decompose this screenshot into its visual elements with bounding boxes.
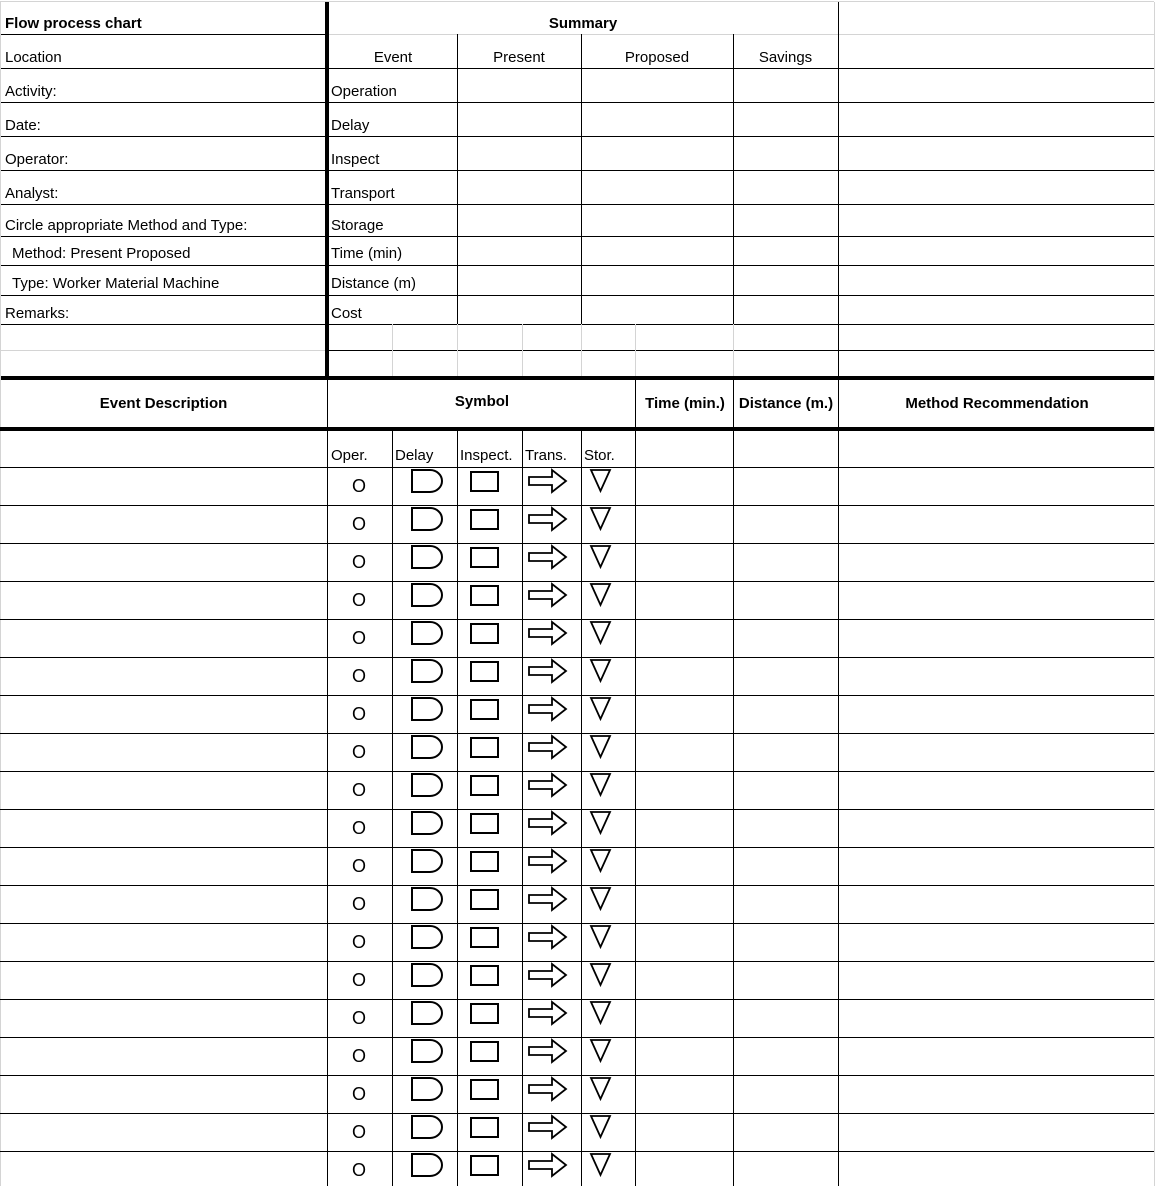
v-rule xyxy=(522,324,523,376)
event-description-header: Event Description xyxy=(99,395,228,412)
operation-symbol: O xyxy=(352,514,367,534)
h-rule xyxy=(0,376,1154,380)
h-rule xyxy=(0,102,325,103)
h-rule xyxy=(329,68,1154,69)
transport-arrow-icon xyxy=(528,545,568,569)
delay-icon xyxy=(410,1115,444,1139)
transport-arrow-icon xyxy=(528,1153,568,1177)
summary-event-label: Operation xyxy=(331,83,397,100)
delay-icon xyxy=(410,659,444,683)
transport-arrow-icon xyxy=(528,1115,568,1139)
operation-symbol: O xyxy=(352,552,367,572)
h-rule xyxy=(329,204,1154,205)
operation-symbol: O xyxy=(352,742,367,762)
table-row xyxy=(0,1037,1154,1075)
storage-triangle-icon xyxy=(590,697,612,721)
transport-arrow-icon xyxy=(528,735,568,759)
h-rule xyxy=(0,295,325,296)
h-rule xyxy=(0,204,325,205)
transport-arrow-icon xyxy=(528,1001,568,1025)
operation-symbol: O xyxy=(352,780,367,800)
table-row xyxy=(0,657,1154,695)
delay-icon xyxy=(410,773,444,797)
table-row xyxy=(0,885,1154,923)
storage-triangle-icon xyxy=(590,1039,612,1063)
summary-event-label: Distance (m) xyxy=(331,275,417,292)
summary-event-label: Inspect xyxy=(331,151,380,168)
storage-triangle-icon xyxy=(590,887,612,911)
v-rule xyxy=(457,324,458,376)
operation-symbol: O xyxy=(352,970,367,990)
transport-arrow-icon xyxy=(528,469,568,493)
delay-icon xyxy=(410,1001,444,1025)
delay-icon xyxy=(410,469,444,493)
inspect-icon xyxy=(470,1155,500,1177)
inspect-icon xyxy=(470,813,500,835)
symbol-column-header: Stor. xyxy=(584,447,615,464)
operation-symbol: O xyxy=(352,590,367,610)
summary-column-header: Savings xyxy=(758,49,813,66)
symbol-column-header: Trans. xyxy=(525,447,567,464)
operation-symbol: O xyxy=(352,894,367,914)
v-rule xyxy=(581,324,582,376)
inspect-icon xyxy=(470,927,500,949)
h-rule xyxy=(329,350,1154,351)
inspect-icon xyxy=(470,1041,500,1063)
operation-symbol: O xyxy=(352,704,367,724)
summary-event-label: Transport xyxy=(331,185,395,202)
transport-arrow-icon xyxy=(528,659,568,683)
symbol-column-header: Delay xyxy=(395,447,434,464)
inspect-icon xyxy=(470,889,500,911)
delay-icon xyxy=(410,1039,444,1063)
inspect-icon xyxy=(470,965,500,987)
info-field-label: Method: Present Proposed xyxy=(12,245,191,262)
storage-triangle-icon xyxy=(590,773,612,797)
storage-triangle-icon xyxy=(590,1153,612,1177)
summary-event-label: Delay xyxy=(331,117,370,134)
delay-icon xyxy=(410,849,444,873)
delay-icon xyxy=(410,811,444,835)
v-rule xyxy=(733,34,734,324)
transport-arrow-icon xyxy=(528,963,568,987)
table-row xyxy=(0,809,1154,847)
operation-symbol: O xyxy=(352,932,367,952)
h-rule xyxy=(0,350,325,351)
table-row xyxy=(0,1075,1154,1113)
delay-icon xyxy=(410,1077,444,1101)
h-rule xyxy=(0,1,1154,2)
storage-triangle-icon xyxy=(590,735,612,759)
table-row xyxy=(0,543,1154,581)
transport-arrow-icon xyxy=(528,621,568,645)
inspect-icon xyxy=(470,1079,500,1101)
table-row xyxy=(0,961,1154,999)
operation-symbol: O xyxy=(352,818,367,838)
storage-triangle-icon xyxy=(590,469,612,493)
delay-icon xyxy=(410,1153,444,1177)
v-rule xyxy=(457,34,458,324)
inspect-icon xyxy=(470,585,500,607)
table-row xyxy=(0,1151,1154,1189)
delay-icon xyxy=(410,925,444,949)
storage-triangle-icon xyxy=(590,963,612,987)
v-rule xyxy=(581,34,582,324)
h-rule xyxy=(329,295,1154,296)
transport-arrow-icon xyxy=(528,583,568,607)
operation-symbol: O xyxy=(352,1160,367,1180)
table-row xyxy=(0,467,1154,505)
info-field-label: Type: Worker Material Machine xyxy=(12,275,220,292)
table-row xyxy=(0,847,1154,885)
inspect-icon xyxy=(470,1117,500,1139)
table-row xyxy=(0,581,1154,619)
table-row xyxy=(0,505,1154,543)
transport-arrow-icon xyxy=(528,697,568,721)
info-field-label: Date: xyxy=(5,117,41,134)
delay-icon xyxy=(410,583,444,607)
operation-symbol: O xyxy=(352,476,367,496)
transport-arrow-icon xyxy=(528,887,568,911)
delay-icon xyxy=(410,735,444,759)
table-row xyxy=(0,923,1154,961)
inspect-icon xyxy=(470,623,500,645)
h-rule xyxy=(329,34,1154,35)
summary-column-header: Event xyxy=(373,49,413,66)
delay-icon xyxy=(410,697,444,721)
delay-icon xyxy=(410,887,444,911)
storage-triangle-icon xyxy=(590,507,612,531)
storage-triangle-icon xyxy=(590,925,612,949)
h-rule xyxy=(329,170,1154,171)
transport-arrow-icon xyxy=(528,773,568,797)
operation-symbol: O xyxy=(352,628,367,648)
inspect-icon xyxy=(470,775,500,797)
v-rule xyxy=(733,324,734,376)
summary-event-label: Cost xyxy=(331,305,362,322)
delay-icon xyxy=(410,507,444,531)
table-row xyxy=(0,619,1154,657)
v-rule xyxy=(635,324,636,376)
inspect-icon xyxy=(470,851,500,873)
storage-triangle-icon xyxy=(590,583,612,607)
h-rule xyxy=(329,236,1154,237)
v-rule xyxy=(838,2,839,378)
h-rule xyxy=(0,34,325,35)
v-rule xyxy=(1154,2,1155,1186)
operation-symbol: O xyxy=(352,666,367,686)
summary-column-header: Proposed xyxy=(624,49,690,66)
h-rule xyxy=(329,102,1154,103)
v-rule xyxy=(392,324,393,376)
time-header: Time (min.) xyxy=(645,395,725,412)
table-row xyxy=(0,695,1154,733)
table-row xyxy=(0,1113,1154,1151)
storage-triangle-icon xyxy=(590,849,612,873)
transport-arrow-icon xyxy=(528,507,568,531)
info-field-label: Activity: xyxy=(5,83,57,100)
info-field-label: Analyst: xyxy=(5,185,59,202)
inspect-icon xyxy=(470,1003,500,1025)
inspect-icon xyxy=(470,737,500,759)
symbol-column-header: Oper. xyxy=(331,447,368,464)
storage-triangle-icon xyxy=(590,621,612,645)
transport-arrow-icon xyxy=(528,925,568,949)
h-rule xyxy=(0,170,325,171)
symbol-column-header: Inspect. xyxy=(460,447,513,464)
storage-triangle-icon xyxy=(590,1001,612,1025)
h-rule xyxy=(329,265,1154,266)
inspect-icon xyxy=(470,509,500,531)
delay-icon xyxy=(410,545,444,569)
storage-triangle-icon xyxy=(590,1077,612,1101)
delay-icon xyxy=(410,621,444,645)
operation-symbol: O xyxy=(352,1084,367,1104)
operation-symbol: O xyxy=(352,1008,367,1028)
storage-triangle-icon xyxy=(590,811,612,835)
storage-triangle-icon xyxy=(590,545,612,569)
h-rule xyxy=(329,324,1154,325)
method-recommendation-header: Method Recommendation xyxy=(905,395,1089,412)
operation-symbol: O xyxy=(352,856,367,876)
inspect-icon xyxy=(470,699,500,721)
info-field-label: Circle appropriate Method and Type: xyxy=(5,217,248,234)
summary-column-header: Present xyxy=(493,49,545,66)
storage-triangle-icon xyxy=(590,1115,612,1139)
inspect-icon xyxy=(470,547,500,569)
inspect-icon xyxy=(470,471,500,493)
operation-symbol: O xyxy=(352,1046,367,1066)
h-rule xyxy=(0,265,325,266)
symbol-header: Symbol xyxy=(454,393,510,410)
transport-arrow-icon xyxy=(528,849,568,873)
info-field-label: Operator: xyxy=(5,151,69,168)
h-rule xyxy=(0,68,325,69)
delay-icon xyxy=(410,963,444,987)
info-field-label: Remarks: xyxy=(5,305,70,322)
summary-event-label: Time (min) xyxy=(331,245,403,262)
h-rule xyxy=(329,136,1154,137)
table-row xyxy=(0,999,1154,1037)
transport-arrow-icon xyxy=(528,811,568,835)
transport-arrow-icon xyxy=(528,1077,568,1101)
operation-symbol: O xyxy=(352,1122,367,1142)
table-row xyxy=(0,733,1154,771)
h-rule xyxy=(0,324,325,325)
storage-triangle-icon xyxy=(590,659,612,683)
h-rule xyxy=(0,427,1154,431)
info-field-label: Location xyxy=(5,49,62,66)
chart-title: Flow process chart xyxy=(5,15,142,32)
inspect-icon xyxy=(470,661,500,683)
table-row xyxy=(0,771,1154,809)
h-rule xyxy=(0,136,325,137)
summary-title: Summary xyxy=(548,15,618,32)
distance-header: Distance (m.) xyxy=(738,395,834,412)
summary-event-label: Storage xyxy=(331,217,384,234)
transport-arrow-icon xyxy=(528,1039,568,1063)
h-rule xyxy=(0,236,325,237)
